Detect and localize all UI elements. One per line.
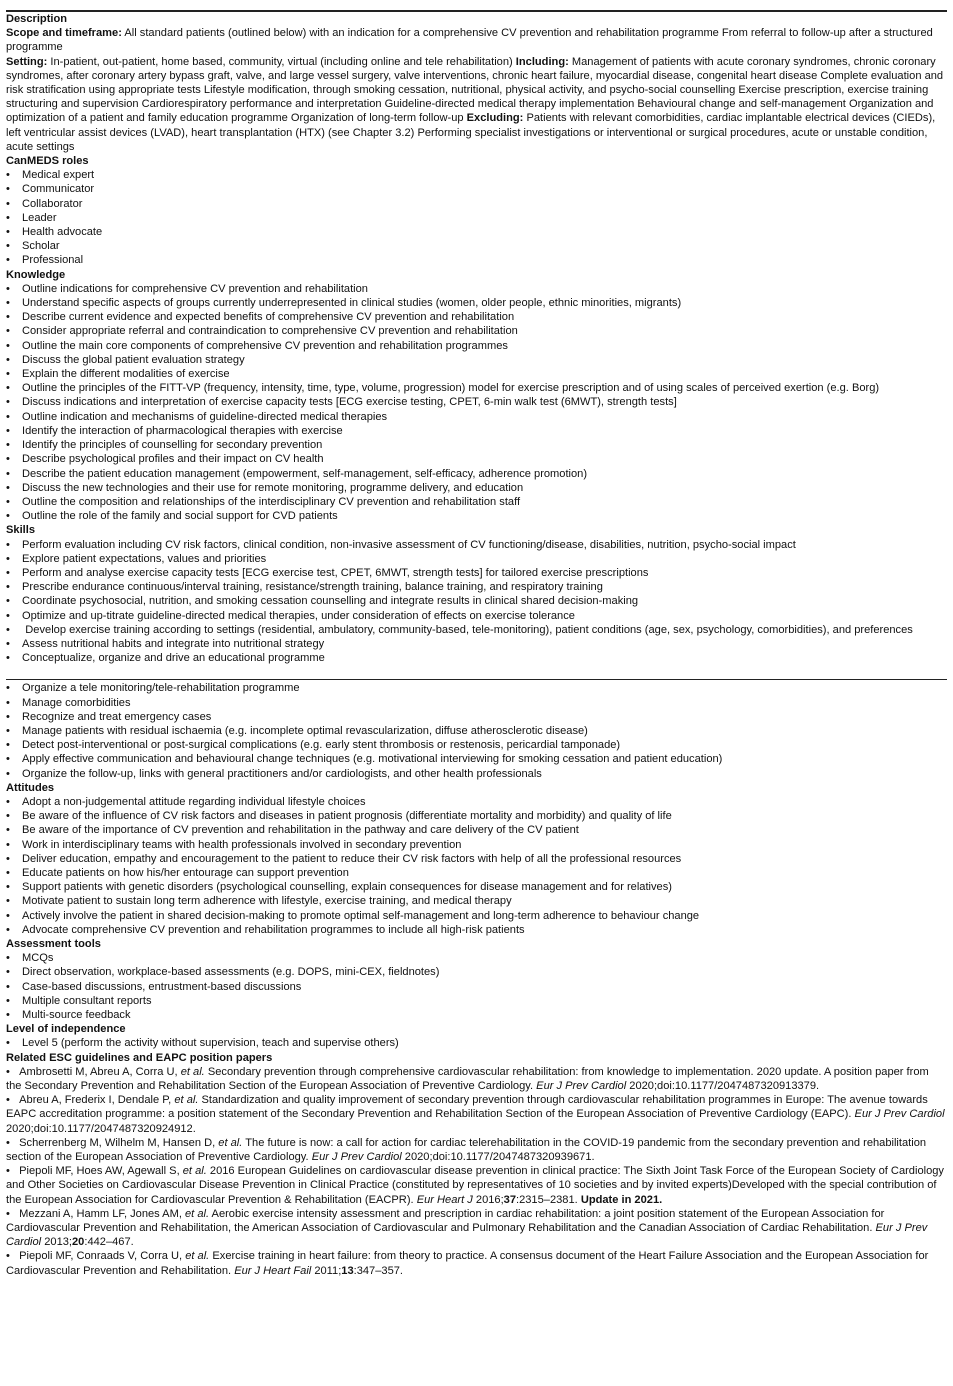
- list-item: • Explain the different modalities of exercise: [6, 367, 947, 381]
- ref-etal: et al.: [174, 1094, 199, 1107]
- skills-wrapped-text: Develop exercise training according to settings (residential, ambulatory, community-based, tele-monitoring), patient conditions (age, sex, psychology, comorbidities), and preferences: [25, 623, 913, 636]
- ref-year: 2020;: [404, 1151, 433, 1164]
- skills-wrapped-item: • Develop exercise training according to settings (residential, ambulatory, community-based, tele-monitoring), patient conditions (age, sex, psychology, comorbidities), and preferences: [6, 623, 913, 636]
- ref-etal: et al.: [218, 1136, 243, 1149]
- list-item: • Multiple consultant reports: [6, 994, 947, 1008]
- ref-year: 2020;: [629, 1080, 658, 1093]
- excluding-label: Excluding:: [466, 112, 524, 125]
- ref-journal: Eur Heart J: [416, 1193, 473, 1206]
- scope-paragraph: [6, 26, 947, 54]
- list-item: • Organize the follow-up, links with general practitioners and/or cardiologists, and other health professionals: [6, 767, 947, 781]
- list-item: • Prescribe endurance continuous/interval training, resistance/strength training, balance training, and respiratory training: [6, 580, 947, 594]
- ref-etal: et al.: [180, 1065, 205, 1078]
- list-item: • Scholar: [6, 239, 947, 253]
- assessment-list: [6, 951, 947, 1022]
- list-item: • Collaborator: [6, 197, 947, 211]
- ref-pages: :347–357.: [353, 1264, 403, 1277]
- list-item: • Conceptualize, organize and drive an educational programme: [6, 651, 947, 665]
- ref-year: 2016;: [475, 1193, 504, 1206]
- list-item: • Direct observation, workplace-based assessments (e.g. DOPS, mini-CEX, fieldnotes): [6, 965, 947, 979]
- ref-authors: Piepoli MF, Hoes AW, Agewall S,: [19, 1165, 180, 1178]
- list-item: • Adopt a non-judgemental attitude regarding individual lifestyle choices: [6, 795, 947, 809]
- ref-authors: Abreu A, Frederix I, Dendale P,: [19, 1094, 172, 1107]
- ref-title: Secondary prevention through comprehensive cardiovascular rehabilitation: from knowledge to implementation. 2020 update. A position paper from the Secondary Prevention and Rehabilitation Section of the European Association of Preventive Cardiology.: [6, 1065, 929, 1093]
- independence-heading: Level of independence: [6, 1023, 126, 1036]
- ref-year: 2011;: [314, 1264, 342, 1277]
- ref-volume: 20: [72, 1236, 85, 1249]
- list-item: • Recognize and treat emergency cases: [6, 710, 947, 724]
- list-item: • Medical expert: [6, 168, 947, 182]
- ref-volume: 13: [341, 1264, 354, 1277]
- section-divider-rule: [6, 679, 947, 680]
- list-item: • Outline the main core components of comprehensive CV prevention and rehabilitation programmes: [6, 339, 947, 353]
- related-heading: Related ESC guidelines and EAPC position papers: [6, 1051, 273, 1064]
- excluding-text: Patients with relevant comorbidities, cardiac implantable electrical devices (CIEDs), left ventricular assist devices (LVAD), heart transplantation (HTX) (see Chapter 3.2) Performing specialist investigations or interventional or surgical procedures, acute or unstable condition, acute settings: [6, 112, 936, 153]
- list-item: • Outline indication and mechanisms of guideline-directed medical therapies: [6, 410, 947, 424]
- setting-paragraph: [6, 55, 947, 154]
- including-label: Including:: [515, 55, 569, 68]
- list-item: • Describe current evidence and expected benefits of comprehensive CV prevention and rehabilitation: [6, 310, 947, 324]
- scope-text: All standard patients (outlined below) with an indication for a comprehensive CV prevention and rehabilitation programme From referral to follow-up after a structured programme: [6, 27, 933, 54]
- list-item: • Manage comorbidities: [6, 696, 947, 710]
- list-item: • Discuss the global patient evaluation strategy: [6, 353, 947, 367]
- list-item: • Discuss the new technologies and their use for remote monitoring, programme delivery, and education: [6, 481, 947, 495]
- reference-item: [6, 1093, 947, 1136]
- ref-authors: Ambrosetti M, Abreu A, Corra U,: [19, 1065, 178, 1078]
- list-item: • Assess nutritional habits and integrate into nutritional strategy: [6, 637, 947, 651]
- ref-pages: doi:10.1177/2047487320939671.: [432, 1151, 595, 1164]
- list-item: • Outline indications for comprehensive CV prevention and rehabilitation: [6, 282, 947, 296]
- list-item: • Describe the patient education management (empowerment, self-management, self-efficacy, adherence promotion): [6, 467, 947, 481]
- list-item: • Advocate comprehensive CV prevention and rehabilitation programmes to include all high-risk patients: [6, 923, 947, 937]
- ref-title: Standardization and quality improvement of secondary prevention through cardiovascular rehabilitation programmes in Europe: The avenue towards EAPC accreditation programme: a position statement of the Secondary Prevention and Rehabilitation Section of the European Association of Preventive Cardiology (EAPC).: [6, 1094, 928, 1121]
- list-item: • Work in interdisciplinary teams with health professionals involved in secondary prevention: [6, 838, 947, 852]
- ref-title: Aerobic exercise intensity assessment and prescription in cardiac rehabilitation: a joint position statement of the European Association for Cardiovascular Prevention and Rehabilitation, the American Association of Cardiovascular and Pulmonary Rehabilitation and the Canadian Association of Cardiac Rehabilitation.: [6, 1207, 885, 1235]
- knowledge-list: [6, 282, 947, 523]
- list-item: • Support patients with genetic disorders (psychological counselling, explain consequences for disease management and for relatives): [6, 880, 947, 894]
- list-item: • Perform and analyse exercise capacity tests [ECG exercise test, CPET, 6MWT, strength tests] for tailored exercise prescriptions: [6, 566, 947, 580]
- reference-item: [6, 1065, 947, 1093]
- list-item: • Apply effective communication and behavioural change techniques (e.g. motivational interviewing for smoking cessation and patient education): [6, 752, 947, 766]
- ref-journal: Eur J Prev Cardiol: [536, 1080, 627, 1093]
- ref-update-note: Update in 2021.: [580, 1193, 663, 1206]
- canmeds-list: [6, 168, 947, 267]
- description-heading: Description: [6, 13, 68, 25]
- list-item: • Detect post-interventional or post-surgical complications (e.g. early stent thrombosis or restenosis, pericardial tamponade): [6, 738, 947, 752]
- list-item: • Outline the principles of the FITT-VP (frequency, intensity, time, type, volume, progression) model for exercise prescription and of using scales of perceived exertion (e.g. Borg): [6, 381, 947, 395]
- list-item: • Multi-source feedback: [6, 1008, 947, 1022]
- list-item: • Motivate patient to sustain long term adherence with lifestyle, exercise training, and medical therapy: [6, 894, 947, 908]
- list-item: • Consider appropriate referral and contraindication to comprehensive CV prevention and rehabilitation: [6, 324, 947, 338]
- list-item: • Organize a tele monitoring/tele-rehabilitation programme: [6, 681, 947, 695]
- ref-journal: Eur J Prev Cardiol: [854, 1108, 945, 1121]
- ref-journal: Eur J Prev Cardiol: [311, 1151, 402, 1164]
- setting-label: Setting:: [6, 55, 48, 68]
- list-item: • Be aware of the importance of CV prevention and rehabilitation in the pathway and care delivery of the CV patient: [6, 823, 947, 837]
- ref-journal: Eur J Heart Fail: [234, 1264, 312, 1277]
- ref-etal: et al.: [185, 1207, 210, 1220]
- ref-year: 2013;: [44, 1236, 73, 1249]
- ref-pages: doi:10.1177/2047487320913379.: [657, 1080, 820, 1093]
- list-item: • Educate patients on how his/her entourage can support prevention: [6, 866, 947, 880]
- ref-etal: et al.: [185, 1250, 210, 1263]
- list-item: • Actively involve the patient in shared decision-making to promote optimal self-management and long-term adherence to behaviour change: [6, 909, 947, 923]
- ref-journal: Eur J Prev Cardiol: [6, 1222, 928, 1249]
- ref-etal: et al.: [182, 1165, 207, 1178]
- list-item: • Deliver education, empathy and encouragement to the patient to reduce their CV risk factors with help of all the professional resources: [6, 852, 947, 866]
- ref-title: The future is now: a call for action for cardiac telerehabilitation in the COVID-19 pandemic from the secondary prevention and rehabilitation section of the European Association of Preventive Cardiology.: [6, 1136, 927, 1164]
- list-item: • Communicator: [6, 182, 947, 196]
- ref-authors: Scherrenberg M, Wilhelm M, Hansen D,: [19, 1136, 216, 1149]
- ref-title: 2016 European Guidelines on cardiovascular disease prevention in clinical practice: The Sixth Joint Task Force of the European Society of Cardiology and Other Societies on Cardiovascular Disease Prevention in Clinical Practice (constituted by representatives of 10 societies and by invited experts)Developed with the special contribution of the European Association for Cardiovascular Prevention & Rehabilitation (EACPR).: [6, 1165, 944, 1206]
- assessment-heading: Assessment tools: [6, 938, 101, 950]
- including-text: Management of patients with acute coronary syndromes, chronic coronary syndromes, after coronary artery bypass graft, valve, and large vessel surgery, valve interventions, chronic heart failure, myocardial disease, congenital heart disease Complete evaluation and risk stratification using appropriate tests Lifestyle modification, through smoking cessation, nutritional, physical activity, and psycho-social counselling Exercise prescription, exercise training structuring and supervision Cardiorespiratory performance and interpretation Guideline-directed medical therapy implementation Behavioural change and self-management Organization and optimization of a patient and family education programme Organization of long-term follow-up: [6, 55, 944, 125]
- attitudes-heading: Attitudes: [6, 781, 55, 794]
- document-page: [6, 0, 947, 1278]
- list-item: • Case-based discussions, entrustment-based discussions: [6, 980, 947, 994]
- reference-list: [6, 1065, 947, 1278]
- setting-text: In-patient, out-patient, home based, community, virtual (including online and tele rehabilitation): [50, 55, 513, 68]
- ref-pages: :2315–2381.: [516, 1193, 578, 1206]
- ref-authors: Piepoli MF, Conraads V, Corra U,: [19, 1250, 183, 1263]
- skills-list-3: [6, 681, 947, 780]
- reference-item: [6, 1249, 947, 1277]
- list-item: • Identify the principles of counselling for secondary prevention: [6, 438, 947, 452]
- canmeds-heading: CanMEDS roles: [6, 155, 89, 168]
- list-item: • Be aware of the influence of CV risk factors and diseases in patient prognosis (differentiate mortality and morbidity) and quality of life: [6, 809, 947, 823]
- list-item: • MCQs: [6, 951, 947, 965]
- scope-label: Scope and timeframe:: [6, 27, 122, 40]
- skills-list-2: [6, 637, 947, 665]
- attitudes-list: [6, 795, 947, 937]
- ref-volume: 37: [503, 1193, 517, 1206]
- reference-item: [6, 1207, 947, 1250]
- list-item: • Perform evaluation including CV risk factors, clinical condition, non-invasive assessment of CV functioning/disease, disabilities, nutrition, psycho-social impact: [6, 538, 947, 552]
- list-item: • Explore patient expectations, values and priorities: [6, 552, 947, 566]
- list-item: • Leader: [6, 211, 947, 225]
- ref-pages: :442–467.: [84, 1236, 134, 1249]
- list-item: • Manage patients with residual ischaemia (e.g. incomplete optimal revascularization, diffuse atherosclerotic disease): [6, 724, 947, 738]
- list-item: • Understand specific aspects of groups currently underrepresented in clinical studies (women, older people, ethnic minorities, migrants): [6, 296, 947, 310]
- list-item: • Describe psychological profiles and their impact on CV health: [6, 452, 947, 466]
- list-item: • Discuss indications and interpretation of exercise capacity tests [ECG exercise testing, CPET, 6-min walk test (6MWT), strength tests]: [6, 395, 947, 409]
- ref-pages: doi:10.1177/2047487320924912.: [33, 1122, 196, 1135]
- ref-title: Exercise training in heart failure: from theory to practice. A consensus document of the Heart Failure Association and the European Association for Cardiovascular Prevention and Rehabilitation.: [6, 1250, 929, 1277]
- list-item: • Outline the composition and relationships of the interdisciplinary CV prevention and rehabilitation staff: [6, 495, 947, 509]
- ref-year: 2020;: [6, 1122, 34, 1135]
- ref-authors: Mezzani A, Hamm LF, Jones AM,: [19, 1207, 182, 1220]
- skills-heading: Skills: [6, 524, 35, 537]
- list-item: • Identify the interaction of pharmacological therapies with exercise: [6, 424, 947, 438]
- list-item: • Outline the role of the family and social support for CVD patients: [6, 509, 947, 523]
- knowledge-heading: Knowledge: [6, 268, 66, 281]
- list-item: • Level 5 (perform the activity without supervision, teach and supervise others): [6, 1036, 947, 1050]
- list-item: • Health advocate: [6, 225, 947, 239]
- reference-item: [6, 1136, 947, 1164]
- reference-item: [6, 1164, 947, 1207]
- skills-list-1: [6, 538, 947, 623]
- list-item: • Coordinate psychosocial, nutrition, and smoking cessation counselling and integrate results in clinical shared decision-making: [6, 594, 947, 608]
- list-item: • Optimize and up-titrate guideline-directed medical therapies, under consideration of effects on exercise tolerance: [6, 609, 947, 623]
- independence-list: [6, 1036, 947, 1050]
- list-item: • Professional: [6, 253, 947, 267]
